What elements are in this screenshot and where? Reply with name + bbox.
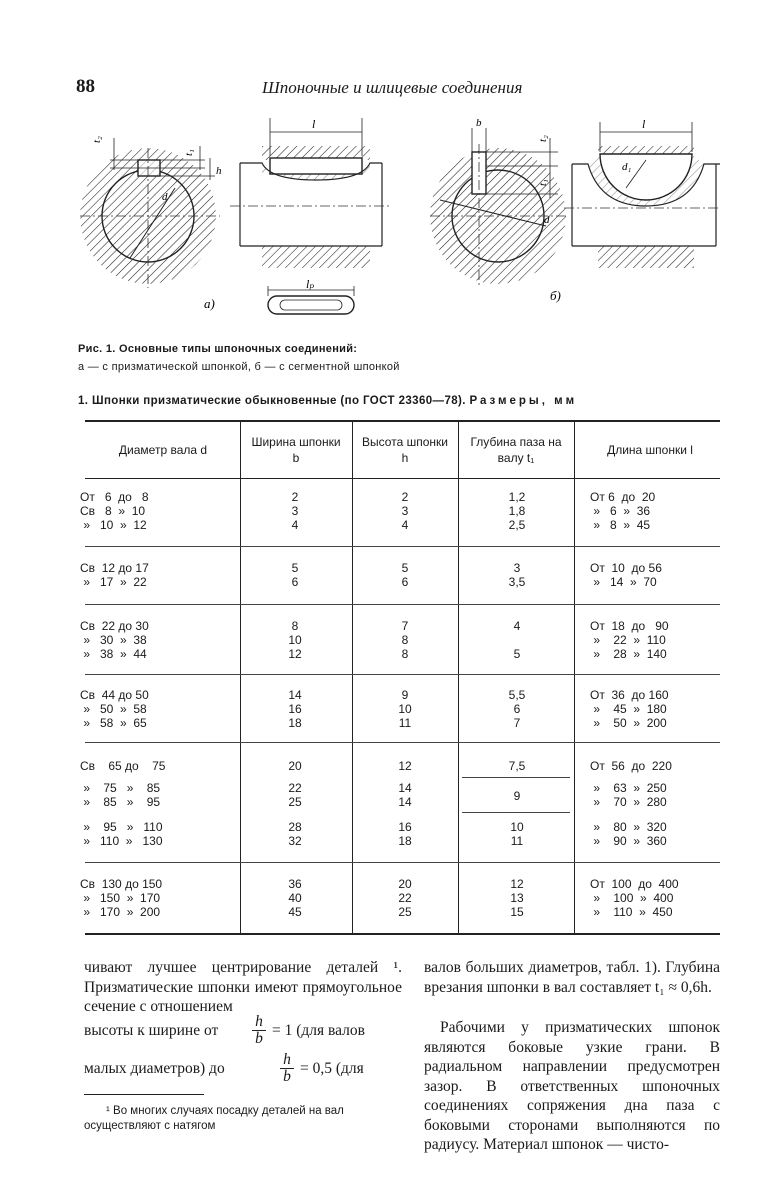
g2-diameter-row1: Св 12 до 17: [80, 561, 149, 575]
table-title-main: 1. Шпонки призматические обыкновенные (по ГОСТ 23360—78).: [78, 395, 466, 407]
label-l-a: l: [312, 117, 316, 131]
g1-height-row1: 2: [401, 490, 409, 504]
panel-a-cross-section: [80, 138, 220, 288]
g1-diameter-row1: От 6 до 8: [80, 490, 149, 504]
col-divider-4: [574, 422, 575, 933]
g2-depth-row2: 3,5: [508, 575, 526, 589]
g5-length-row3: » 70 » 280: [590, 795, 667, 809]
g3-diameter-row2: » 30 » 38: [80, 633, 147, 647]
label-t1-b: t₁: [537, 179, 549, 186]
g6-diameter-row2: » 150 » 170: [80, 891, 161, 905]
label-t2-a: t₂: [91, 136, 103, 143]
group-rule: [85, 604, 720, 605]
table-title: [78, 395, 577, 407]
g2-diameter-row2: » 17 » 22: [80, 575, 147, 589]
g4-height-row2: 10: [398, 702, 412, 716]
g5-height-row2: 14: [398, 781, 412, 795]
g3-length-row3: » 28 » 140: [590, 647, 667, 661]
figure-caption: [78, 343, 400, 373]
g5-depth-row2: 9: [513, 789, 521, 803]
g4-depth-row2: 6: [513, 702, 521, 716]
g5-height-row3: 14: [398, 795, 412, 809]
g1-length-row3: » 8 » 45: [590, 518, 651, 532]
g1-width-row2: 3: [291, 504, 299, 518]
g6-length-row1: От 100 до 400: [590, 877, 679, 891]
label-d-a: d: [162, 191, 168, 203]
formula-line-1: [84, 1014, 402, 1050]
g2-height-row2: 6: [401, 575, 409, 589]
label-d-b: d: [544, 214, 550, 226]
col-divider-3: [458, 422, 459, 933]
header-shaft-diameter: Диаметр вала d: [118, 443, 208, 457]
g4-diameter-row3: » 58 » 65: [80, 716, 147, 730]
g5-width-row4: 28: [288, 820, 302, 834]
frac2-den: b: [283, 1068, 291, 1085]
g1-length-row2: » 6 » 36: [590, 504, 651, 518]
right-paragraph-2: Рабочими у призматических шпонок являются боковые узкие грани. В радиальном направлении предусмотрен зазор. В ответственных шпоночных соединениях сопряжения дна паза с боковыми сторонами выполняются по радиусу. Материал шпонок — чисто-: [424, 1019, 720, 1153]
panel-b-longitudinal: [564, 122, 720, 268]
keyed-joint-figure: [80, 108, 720, 333]
g5-width-row3: 25: [288, 795, 302, 809]
formula1-pre: высоты к ширине от: [84, 1022, 219, 1039]
page-number: 88: [76, 76, 95, 97]
label-t2-b: t₂: [537, 135, 549, 142]
g5-depth-row4: 11: [510, 834, 524, 848]
g6-height-row2: 22: [398, 891, 412, 905]
col-divider-2: [352, 422, 353, 933]
running-head: Шпоночные и шлицевые соединения: [262, 78, 523, 97]
label-h-a: h: [216, 165, 222, 177]
header-groove-depth: Глубина паза на валу t₁: [470, 435, 562, 465]
g6-width-row3: 45: [288, 905, 302, 919]
label-t1-a: t₁: [183, 149, 195, 156]
footnote: ¹ Во многих случаях посадку деталей на вал осуществляют с натягом: [84, 1105, 344, 1132]
header-key-height: Высота шпонки h: [362, 435, 448, 465]
left-paragraph: чивают лучшее центрирование деталей ¹. Призматические шпонки имеют прямоугольное сечение с отношением: [84, 959, 402, 1015]
g6-width-row1: 36: [288, 877, 302, 891]
formula1-post: = 1 (для валов: [272, 1022, 365, 1039]
g4-width-row2: 16: [288, 702, 302, 716]
g5-width-row1: 20: [288, 759, 302, 773]
group-rule: [85, 862, 720, 863]
panel-b-label: б): [550, 288, 561, 303]
g5-height-row4: 16: [398, 820, 412, 834]
formula2-post: = 0,5 (для: [300, 1060, 364, 1077]
table-top-rule: [85, 420, 720, 422]
g6-length-row3: » 110 » 450: [590, 905, 673, 919]
g1-width-row1: 2: [291, 490, 299, 504]
g3-diameter-row1: Св 22 до 30: [80, 619, 149, 633]
label-l-b: l: [642, 117, 646, 131]
g6-depth-row1: 12: [510, 877, 524, 891]
g6-diameter-row1: Св 130 до 150: [80, 877, 163, 891]
g4-length-row3: » 50 » 200: [590, 716, 667, 730]
col-divider-1: [240, 422, 241, 933]
g4-length-row2: » 45 » 180: [590, 702, 667, 716]
panel-b-cross-section: [430, 128, 566, 288]
g4-width-row3: 18: [288, 716, 302, 730]
g2-width-row2: 6: [291, 575, 299, 589]
footnote-rule: [84, 1094, 204, 1095]
label-lp: lₚ: [306, 277, 315, 291]
table-title-units: Размеры, мм: [469, 395, 578, 407]
g2-length-row2: » 14 » 70: [590, 575, 657, 589]
header-key-length: Длина шпонки l: [607, 443, 693, 457]
g3-width-row2: 10: [288, 633, 302, 647]
g3-depth-row3: 5: [513, 647, 521, 661]
subgroup-rule: [462, 777, 570, 778]
g4-depth-row3: 7: [513, 716, 521, 730]
g5-length-row5: » 90 » 360: [590, 834, 667, 848]
g5-diameter-row5: » 110 » 130: [80, 834, 163, 848]
g5-diameter-row3: » 85 » 95: [80, 795, 161, 809]
g1-depth-row3: 2,5: [508, 518, 526, 532]
g1-width-row3: 4: [291, 518, 299, 532]
right-paragraph-1: валов больших диаметров, табл. 1). Глубина врезания шпонки в вал составляет t₁ ≈ 0,6h.: [424, 959, 720, 996]
g5-width-row2: 22: [288, 781, 302, 795]
g3-height-row1: 7: [401, 619, 409, 633]
g1-diameter-row2: Св 8 » 10: [80, 504, 146, 518]
g5-length-row4: » 80 » 320: [590, 820, 667, 834]
frac1-den: b: [255, 1030, 263, 1047]
formula2-pre: малых диаметров) до: [84, 1060, 225, 1077]
g4-height-row1: 9: [401, 688, 409, 702]
group-rule: [85, 674, 720, 675]
g5-width-row5: 32: [288, 834, 302, 848]
g5-length-row1: От 56 до 220: [590, 759, 672, 773]
g6-depth-row2: 13: [510, 891, 524, 905]
fraction-2: [280, 1052, 294, 1085]
panel-a-label: а): [204, 296, 215, 311]
caption-subtitle: а — с призматической шпонкой, б — с сегментной шпонкой: [78, 361, 400, 373]
g4-diameter-row2: » 50 » 58: [80, 702, 147, 716]
label-b: b: [476, 117, 482, 129]
formula-line-2: [84, 1052, 402, 1088]
g3-length-row1: От 18 до 90: [590, 619, 669, 633]
g6-diameter-row3: » 170 » 200: [80, 905, 161, 919]
g4-height-row3: 11: [398, 716, 412, 730]
g5-length-row2: » 63 » 250: [590, 781, 667, 795]
g3-depth-row1: 4: [513, 619, 521, 633]
frac2-num: h: [280, 1052, 294, 1069]
g3-height-row3: 8: [401, 647, 409, 661]
g1-depth-row2: 1,8: [508, 504, 526, 518]
g6-width-row2: 40: [288, 891, 302, 905]
g4-diameter-row1: Св 44 до 50: [80, 688, 149, 702]
g5-height-row1: 12: [398, 759, 412, 773]
g2-depth-row1: 3: [513, 561, 521, 575]
fraction-1: [252, 1014, 266, 1047]
g5-diameter-row1: Св 65 до 75: [80, 759, 166, 773]
g2-height-row1: 5: [401, 561, 409, 575]
g3-width-row1: 8: [291, 619, 299, 633]
g3-length-row2: » 22 » 110: [590, 633, 666, 647]
panel-a-longitudinal: [230, 118, 392, 268]
group-rule: [85, 546, 720, 547]
g5-depth-row1: 7,5: [508, 759, 526, 773]
g2-length-row1: От 10 до 56: [590, 561, 662, 575]
g6-length-row2: » 100 » 400: [590, 891, 674, 905]
group-rule: [85, 742, 720, 743]
g3-width-row3: 12: [288, 647, 302, 661]
subgroup-rule: [462, 812, 570, 813]
g5-depth-row3: 10: [510, 820, 524, 834]
g1-height-row2: 3: [401, 504, 409, 518]
frac1-num: h: [252, 1014, 266, 1031]
caption-title: Рис. 1. Основные типы шпоночных соединений:: [78, 343, 358, 355]
g3-height-row2: 8: [401, 633, 409, 647]
g1-length-row1: От 6 до 20: [590, 490, 656, 504]
g6-height-row1: 20: [398, 877, 412, 891]
g1-height-row3: 4: [401, 518, 409, 532]
g4-width-row1: 14: [288, 688, 302, 702]
g6-depth-row3: 15: [510, 905, 524, 919]
g4-length-row1: От 36 до 160: [590, 688, 669, 702]
table-header-rule: [85, 478, 720, 479]
g3-diameter-row3: » 38 » 44: [80, 647, 147, 661]
g5-diameter-row4: » 95 » 110: [80, 820, 163, 834]
header-key-width: Ширина шпонки b: [251, 435, 341, 465]
table-bottom-rule: [85, 933, 720, 935]
g5-diameter-row2: » 75 » 85: [80, 781, 161, 795]
g1-diameter-row3: » 10 » 12: [80, 518, 147, 532]
g5-height-row5: 18: [398, 834, 412, 848]
g6-height-row3: 25: [398, 905, 412, 919]
g1-depth-row1: 1,2: [508, 490, 526, 504]
g4-depth-row1: 5,5: [508, 688, 526, 702]
g2-width-row1: 5: [291, 561, 299, 575]
label-d1: d₁: [622, 161, 632, 173]
